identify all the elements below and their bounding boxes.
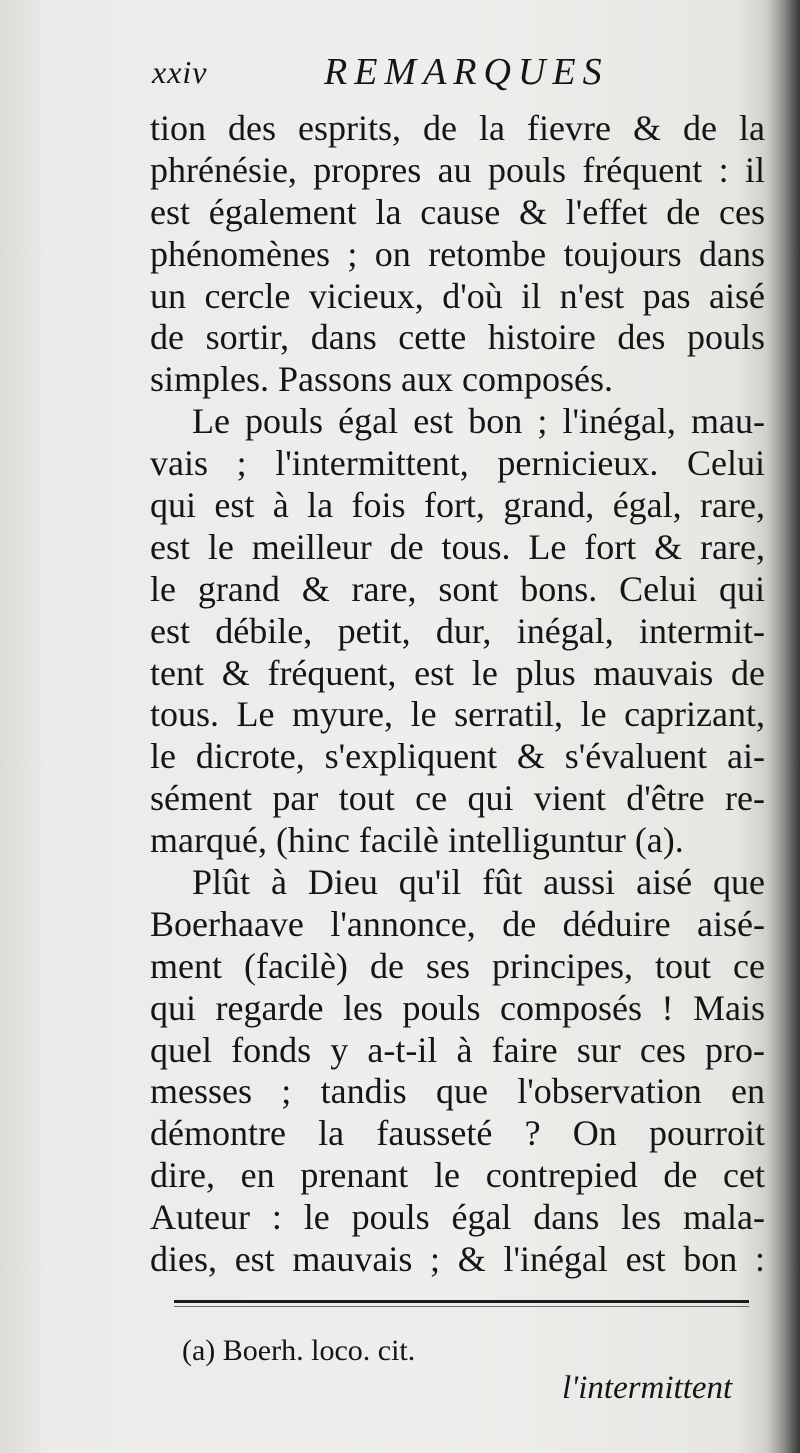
text-line: phénomènes ; on retombe toujours dans [150,233,765,274]
text-line: Le pouls égal est bon ; l'inégal, mau- [192,401,765,442]
text-line: Plût à Dieu qu'il fût aussi aisé que [192,862,765,903]
text-line: messes ; tandis que l'observation en [150,1071,765,1112]
footnote: (a) Boerh. loco. cit. [182,1334,416,1367]
text-line: tion des esprits, de la fievre & de la [150,108,765,148]
text-line: ment (facilè) de ses principes, tout ce [150,945,765,986]
page-header [152,50,762,100]
text-line: vais ; l'intermittent, pernicieux. Celui [150,443,765,484]
text-line: est le meilleur de tous. Le fort & rare, [150,526,765,567]
catchword: l'intermittent [562,1370,733,1406]
text-line: tent & fréquent, est le plus mauvais de [150,652,765,693]
page-gutter-shadow [766,0,800,1453]
text-line: est également la cause & l'effet de ces [150,191,765,232]
text-line: Boerhaave l'annonce, de déduire aisé- [150,903,765,944]
text-line: dire, en prenant le contrepied de cet [150,1155,765,1196]
text-line: Auteur : le pouls égal dans les mala- [150,1197,765,1238]
footnote-rule-thin [174,1306,749,1307]
text-line: simples. Passons aux composés. [150,359,613,400]
text-line: dies, est mauvais ; & l'inégal est bon : [150,1239,765,1280]
text-line: phrénésie, propres au pouls fréquent : il [150,149,765,190]
page-number: xxiv [152,54,208,90]
text-line: le dicrote, s'expliquent & s'évaluent ai- [150,736,765,777]
text-line: quel fonds y a-t-il à faire sur ces pro- [150,1029,765,1070]
text-line: un cercle vicieux, d'où il n'est pas aisé [150,275,765,316]
body-text [150,108,765,1281]
text-line: de sortir, dans cette histoire des pouls [150,317,765,358]
running-title: REMARQUES [324,51,609,93]
text-line: est débile, petit, dur, inégal, intermit- [150,610,765,651]
text-line: démontre la fausseté ? On pourroit [150,1113,765,1154]
text-line: sément par tout ce qui vient d'être re- [150,778,765,819]
text-line: qui regarde les pouls composés ! Mais [150,987,765,1028]
text-line: le grand & rare, sont bons. Celui qui [150,568,765,609]
text-line: qui est à la fois fort, grand, égal, rare, [150,485,765,526]
text-line: tous. Le myure, le serratil, le caprizant, [150,694,765,735]
footnote-rule [174,1300,749,1303]
text-line: marqué, (hinc facilè intelliguntur (a). [150,820,684,861]
